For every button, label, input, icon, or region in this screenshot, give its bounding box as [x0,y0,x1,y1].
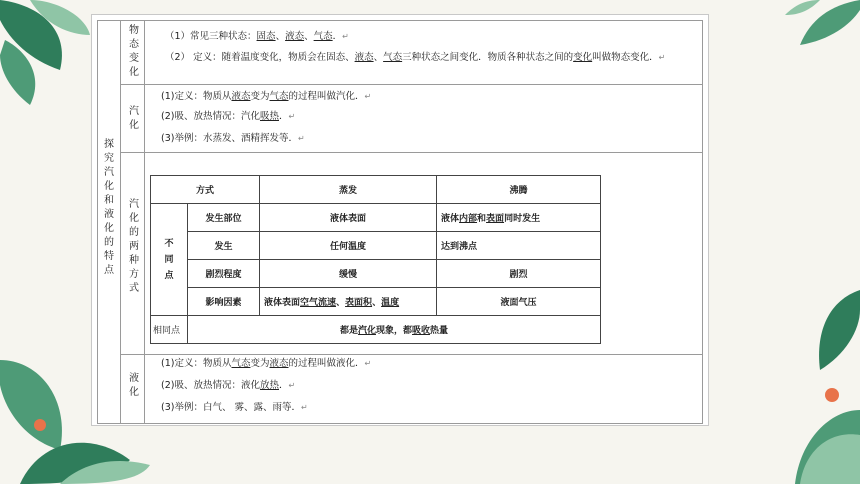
table-row [151,204,601,232]
row-factors-evap: 液体表面空气流速、表面积、温度 [260,288,437,316]
leaves-bottom-right-decoration [760,270,860,484]
header-boiling: 沸腾 [437,176,601,204]
state-change-line2: （2） 定义：随着温度变化，物质会在固态、液态、气态三种状态之间变化．物质各种状态之间的变化叫做物态变化．↵ [165,52,666,63]
table-row [151,232,601,260]
row-location-evap: 液体表面 [260,204,437,232]
row-intensity-name: 剧烈程度 [188,260,260,288]
table-header-row [151,176,601,204]
vaporization-example: (3)举例：水蒸发、酒精挥发等．↵ [161,133,305,144]
row-factors-boil: 液面气压 [437,288,601,316]
topic-label: 探究汽化和液化的特点 [104,139,114,276]
row-temp-boil: 达到沸点 [437,232,601,260]
liquefaction-example: (3)举例：白气、 雾、露、雨等．↵ [161,402,308,413]
liquefaction-heat: (2)吸、放热情况：液化放热．↵ [161,380,296,391]
row-temp-name: 发生 [188,232,260,260]
row-intensity-boil: 剧烈 [437,260,601,288]
table-row [151,260,601,288]
comparison-table [150,175,601,344]
liquefaction-definition: (1)定义：物质从气态变为液态的过程叫做液化．↵ [161,358,372,369]
vaporization-label: 汽化 [129,106,139,131]
liquefaction-label: 液化 [129,373,139,398]
row-intensity-evap: 缓慢 [260,260,437,288]
vaporization-definition: (1)定义：物质从液态变为气态的过程叫做汽化．↵ [161,91,372,102]
header-evaporation: 蒸发 [260,176,437,204]
two-modes-label: 汽化的两种方式 [129,199,139,294]
row-factors-name: 影响因素 [188,288,260,316]
table-row [151,288,601,316]
same-value: 都是汽化现象，都吸收热量 [188,316,601,344]
row-location-boil: 液体内部和表面同时发生 [437,204,601,232]
row-temp-evap: 任何温度 [260,232,437,260]
state-change-label: 物态变化 [129,25,139,78]
vaporization-heat: (2)吸、放热情况：汽化吸热．↵ [161,111,296,122]
state-change-line1: （1）常见三种状态：固态、液态、气态．↵ [165,31,349,42]
table-row [151,316,601,344]
diff-label: 不同点 [151,204,188,316]
leaves-top-right-decoration [760,0,860,60]
same-label: 相同点 [151,316,188,344]
header-mode: 方式 [151,176,260,204]
row-location-name: 发生部位 [188,204,260,232]
